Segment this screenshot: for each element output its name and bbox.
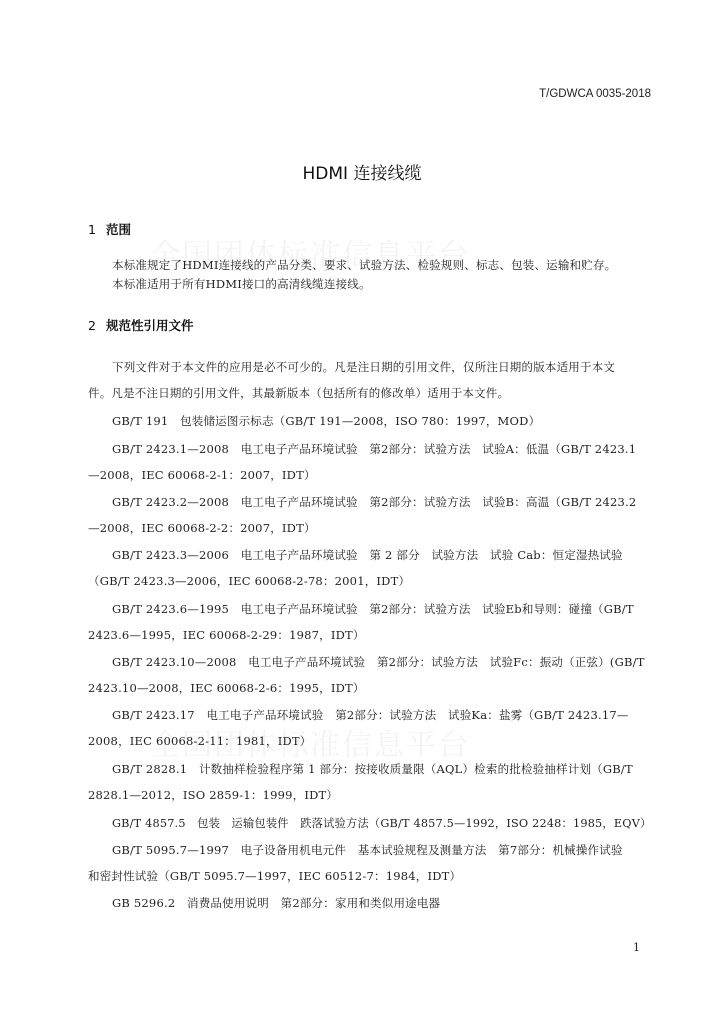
reference-line: 2423.10—2008，IEC 60068-2-6：1995，IDT） — [88, 681, 365, 695]
standard-code: T/GDWCA 0035-2018 — [539, 88, 651, 100]
reference-line: 2423.6—1995，IEC 60068-2-29：1987，IDT） — [88, 628, 365, 642]
reference-line: GB/T 5095.7—1997 电子设备用机电元件 基本试验规程及测量方法 第7部分：机械操作试验 — [112, 843, 623, 857]
body-line: 本标准适用于所有HDMI接口的高清线缆连接线。 — [112, 277, 371, 291]
reference-line: GB/T 2423.6—1995 电工电子产品环境试验 第2部分：试验方法 试验Eb和导则：碰撞（GB/T — [112, 602, 634, 616]
body-line: 件。凡是不注日期的引用文件，其最新版本（包括所有的修改单）适用于本文件。 — [88, 386, 510, 400]
reference-line: —2008，IEC 60068-2-1：2007，IDT） — [88, 468, 316, 482]
reference-line: 2828.1—2012，ISO 2859-1：1999，IDT） — [88, 788, 339, 802]
reference-line: 和密封性试验（GB/T 5095.7—1997，IEC 60512-7：1984，IDT） — [88, 869, 462, 883]
reference-line: GB/T 2423.10—2008 电工电子产品环境试验 第2部分：试验方法 试验Fc：振动（正弦）(GB/T — [112, 655, 645, 669]
section-heading-scope — [88, 220, 131, 238]
body-line: 本标准规定了HDMI连接线的产品分类、要求、试验方法、检验规则、标志、包装、运输和贮存。 — [112, 258, 617, 272]
section-title: 规范性引用文件 — [106, 318, 194, 333]
reference-line: GB 5296.2 消费品使用说明 第2部分：家用和类似用途电器 — [112, 896, 441, 910]
section-heading-normative-references — [88, 316, 194, 334]
reference-line: 2008，IEC 60068-2-11：1981，IDT） — [88, 734, 312, 748]
section-number: 1 — [88, 222, 96, 237]
page-number: 1 — [633, 941, 640, 954]
reference-line: GB/T 2423.2—2008 电工电子产品环境试验 第2部分：试验方法 试验B：高温（GB/T 2423.2 — [112, 495, 637, 509]
reference-line: （GB/T 2423.3—2006，IEC 60068-2-78：2001，IDT） — [88, 574, 411, 588]
reference-line: GB/T 4857.5 包装 运输包装件 跌落试验方法（GB/T 4857.5—1992，ISO 2248：1985，EQV） — [112, 817, 652, 830]
section-title: 范围 — [106, 222, 132, 237]
reference-line: GB/T 191 包装储运图示标志（GB/T 191—2008，ISO 780：1997，MOD） — [112, 414, 541, 428]
reference-line: GB/T 2423.3—2006 电工电子产品环境试验 第 2 部分 试验方法 试验 Cab：恒定湿热试验 — [112, 548, 623, 562]
reference-line: GB/T 2423.1—2008 电工电子产品环境试验 第2部分：试验方法 试验A：低温（GB/T 2423.1 — [112, 442, 637, 456]
document-title: HDMI 连接线缆 — [302, 164, 422, 184]
section-number: 2 — [88, 318, 96, 333]
body-line: 下列文件对于本文件的应用是必不可少的。凡是注日期的引用文件，仅所注日期的版本适用于本文 — [112, 360, 616, 374]
reference-line: GB/T 2828.1 计数抽样检验程序第 1 部分：按接收质量限（AQL）检索的批检验抽样计划（GB/T — [112, 762, 633, 776]
reference-line: GB/T 2423.17 电工电子产品环境试验 第2部分：试验方法 试验Ka：盐雾（GB/T 2423.17— — [112, 708, 629, 722]
reference-line: —2008，IEC 60068-2-2：2007，IDT） — [88, 521, 316, 535]
